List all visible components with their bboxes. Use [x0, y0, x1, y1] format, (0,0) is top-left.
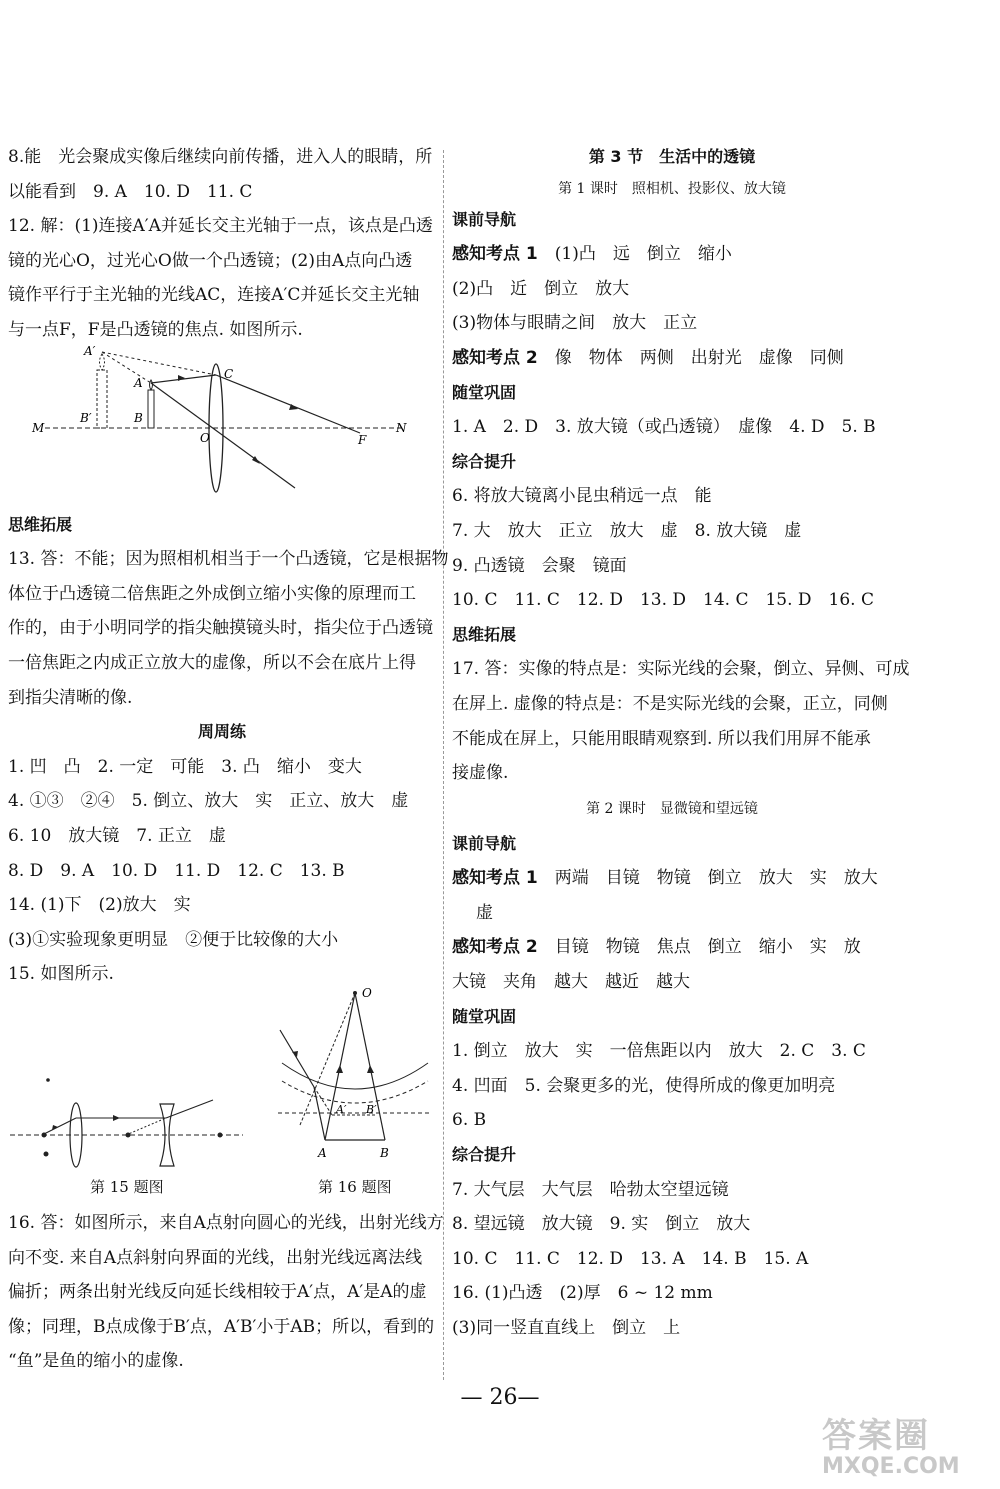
answer-q16-line4: 像；同理，B点成像于B′点，A′B′小于AB；所以，看到的: [8, 1316, 435, 1337]
answer-q13-line3: 作的，由于小明同学的指尖触摸镜头时，指尖位于凸透镜: [8, 618, 433, 639]
zhts-line-3: 9. 凸透镜 会聚 镜面: [452, 555, 627, 576]
page-number: — 26—: [460, 1385, 540, 1410]
label-N: N: [396, 421, 407, 435]
answer-q16-line2: 向不变. 来自A点斜射向界面的光线，出射光线远离法线: [8, 1247, 423, 1268]
arc-dashed: [282, 1081, 428, 1103]
water-surface-arc: [282, 1063, 428, 1089]
answer-q17-line3: 不能成在屏上，只能用眼睛观察到. 所以我们用屏不能承: [452, 728, 871, 749]
candle-object: [148, 390, 154, 428]
section-title: 第 3 节 生活中的透镜: [588, 147, 756, 166]
answer-q17-line2: 在屏上. 虚像的特点是：不是实际光线的会聚，正立，同侧: [452, 693, 888, 714]
label-M: M: [32, 421, 45, 435]
heading-zhts: 综合提升: [452, 451, 517, 471]
gz2-text: 像 物体 两侧 出射光 虚像 同侧: [537, 347, 844, 368]
heading-siwei-tuozhan: 思维拓展: [8, 514, 73, 534]
answer-q16-line3: 偏折；两条出射光线反向延长线相较于A′点，A′是A的虚: [8, 1282, 427, 1303]
gz1-text: (1)凸 远 倒立 缩小: [537, 244, 732, 265]
label-16-A-prime: A′: [336, 1103, 347, 1116]
heading-zhts-2: 综合提升: [452, 1145, 517, 1165]
label-C: C: [224, 367, 234, 381]
stgg-line: 1. A 2. D 3. 放大镜（或凸透镜） 虚像 4. D 5. B: [452, 417, 876, 438]
focal-point-15b: [44, 1152, 49, 1157]
zz-line-2: 4. ①③ ②④ 5. 倒立、放大 实 正立、放大 虚: [8, 791, 409, 812]
answer-q17-line4: 接虚像.: [452, 763, 509, 784]
figure-15-diagram: [8, 1060, 248, 1170]
zhts2-line-2: 8. 望远镜 放大镜 9. 实 倒立 放大: [452, 1214, 751, 1235]
zhts-line-1: 6. 将放大镜离小昆虫稍远一点 能: [452, 486, 712, 507]
answer-q12-line4: 与一点F，F是凸透镜的焦点. 如图所示.: [8, 319, 303, 340]
label-16-B: B: [380, 1146, 389, 1160]
zhts-line-2: 7. 大 放大 正立 放大 虚 8. 放大镜 虚: [452, 520, 802, 541]
heading-stgg: 随堂巩固: [452, 382, 517, 402]
zhts-line-4: 10. C 11. C 12. D 13. D 14. C 15. D 16. C: [452, 590, 874, 611]
figure-16-caption: 第 16 题图: [318, 1178, 392, 1196]
dashed-extension-1: [102, 352, 216, 375]
heading-swtz: 思维拓展: [452, 624, 517, 644]
watermark-line1: 答案圈: [822, 1416, 930, 1456]
arrow-1: [178, 375, 185, 381]
dashed-16a: [300, 993, 355, 1125]
ray-15a: [42, 1118, 76, 1135]
answer-q16-line1: 16. 答：如图所示，来自A点射向圆心的光线，出射光线方: [8, 1213, 444, 1233]
lesson1-title: 第 1 课时 照相机、投影仪、放大镜: [558, 180, 786, 197]
virtual-candle-image: [97, 370, 107, 428]
answer-q8-line2: 以能看到 9. A 10. D 11. C: [8, 181, 253, 202]
gz1-line: [452, 237, 892, 272]
answer-q13-line2: 体位于凸透镜二倍焦距之外成倒立缩小实像的原理而工: [8, 583, 416, 604]
virtual-flame: [100, 354, 105, 370]
heading-stgg-2: 随堂巩固: [452, 1006, 517, 1026]
zhts2-line-5: (3)同一竖直直线上 倒立 上: [452, 1318, 681, 1338]
label-A-prime: A′: [84, 344, 96, 358]
gz1b-text: 两端 目镜 物镜 倒立 放大 实 放大: [537, 868, 878, 889]
stgg2-line-2: 4. 凹面 5. 会聚更多的光，使得所成的像更加明亮: [452, 1075, 836, 1096]
right-column: [452, 140, 910, 1346]
left-column: [8, 140, 449, 992]
lesson2-title: 第 2 课时 显微镜和望远镜: [586, 800, 758, 817]
figure-16-diagram: [270, 985, 440, 1170]
label-O: O: [200, 431, 210, 445]
answer-q13-line5: 到指尖清晰的像.: [8, 687, 133, 708]
answer-q8-line1: 8.能 光会聚成实像后继续向前传播，进入人的眼睛，所: [8, 147, 433, 167]
arrow-16a: [336, 1065, 343, 1073]
zhts2-line-3: 10. C 11. C 12. D 13. A 14. B 15. A: [452, 1248, 809, 1269]
gz2b-text: 目镜 物镜 焦点 倒立 缩小 实 放: [537, 937, 861, 958]
gz1b-line2: 虚: [476, 902, 493, 923]
zhts2-line-1: 7. 大气层 大气层 哈勃太空望远镜: [452, 1179, 729, 1200]
figure-15-caption: 第 15 题图: [90, 1178, 164, 1196]
answer-q16-line5: “鱼”是鱼的缩小的虚像.: [8, 1351, 184, 1372]
heading-kqdh-2: 课前导航: [452, 833, 517, 853]
zz-line-6: (3)①实验现象更明显 ②便于比较像的大小: [8, 929, 339, 950]
ray-refracted: [216, 375, 360, 433]
answer-q12-line3: 镜作平行于主光轴的光线AC，连接A′C并延长交主光轴: [8, 285, 420, 306]
gz1b-line: [452, 861, 892, 896]
arrow-15b: [113, 1115, 120, 1121]
column-divider: [443, 150, 444, 1380]
gz1-label: 感知考点 1: [452, 244, 538, 265]
label-F: F: [358, 433, 367, 447]
zz-line-4: 8. D 9. A 10. D 11. D 12. C 13. B: [8, 860, 345, 881]
gz2-line: [452, 341, 892, 376]
stgg2-line-3: 6. B: [452, 1110, 487, 1131]
figure-q12-lens-diagram: [30, 338, 420, 498]
label-B-prime: B′: [80, 411, 92, 425]
zz-line-7: 15. 如图所示.: [8, 964, 114, 985]
gz2b-line2: 大镜 夹角 越大 越近 越大: [452, 972, 690, 993]
stgg2-line-1: 1. 倒立 放大 实 一倍焦距以内 放大 2. C 3. C: [452, 1041, 866, 1062]
ray-parallel: [151, 375, 216, 383]
heading-zhouzhoulian: 周周练: [197, 722, 246, 742]
answer-q12-line2: 镜的光心O，过光心O做一个凸透镜；(2)由A点向凸透: [8, 250, 413, 271]
ray-15-dashed: [126, 1118, 166, 1135]
watermark-line2: MXQE.COM: [822, 1454, 960, 1479]
gz2b-line: [452, 930, 892, 965]
gz1-line3: (3)物体与眼睛之间 放大 正立: [452, 313, 698, 334]
gz2-label: 感知考点 2: [452, 347, 538, 368]
label-B: B: [134, 411, 143, 425]
answer-q13-line1: 13. 答：不能；因为照相机相当于一个凸透镜，它是根据物: [8, 549, 449, 570]
gz2b-label: 感知考点 2: [452, 937, 538, 958]
arrow-16b: [367, 1065, 374, 1073]
focal-point-15c: [126, 1133, 131, 1138]
focal-point-15a: [42, 1133, 47, 1138]
zz-line-3: 6. 10 放大镜 7. 正立 虚: [8, 825, 226, 846]
heading-kqdh: 课前导航: [452, 209, 517, 229]
answer-q13-line4: 一倍焦距之内成正立放大的虚像，所以不会在底片上得: [8, 652, 416, 673]
center-O: [353, 991, 357, 995]
answer-q17-line1: 17. 答：实像的特点是：实际光线的会聚，倒立、异侧、可成: [452, 659, 910, 680]
ray-A-out: [280, 1030, 314, 1087]
zhts2-line-4: 16. (1)凸透 (2)厚 6 ~ 12 mm: [452, 1283, 713, 1304]
answer-q16-block: [8, 1206, 444, 1379]
label-A: A: [134, 376, 143, 390]
zz-line-5: 14. (1)下 (2)放大 实: [8, 895, 191, 916]
label-16-A: A: [318, 1146, 327, 1160]
watermark-logo: [822, 1418, 992, 1484]
zz-line-1: 1. 凹 凸 2. 一定 可能 3. 凸 缩小 变大: [8, 756, 362, 777]
focal-point-15d: [218, 1133, 223, 1138]
label-16-B-prime: B′: [366, 1103, 377, 1116]
gz1-line2: (2)凸 近 倒立 放大: [452, 278, 630, 299]
candle-flame: [150, 380, 153, 390]
answer-q12-line1: 12. 解：(1)连接A′A并延长交主光轴于一点，该点是凸透: [8, 216, 433, 237]
label-16-O: O: [362, 986, 372, 1000]
gz1b-label: 感知考点 1: [452, 868, 538, 889]
dot-15a: [46, 1078, 50, 1082]
